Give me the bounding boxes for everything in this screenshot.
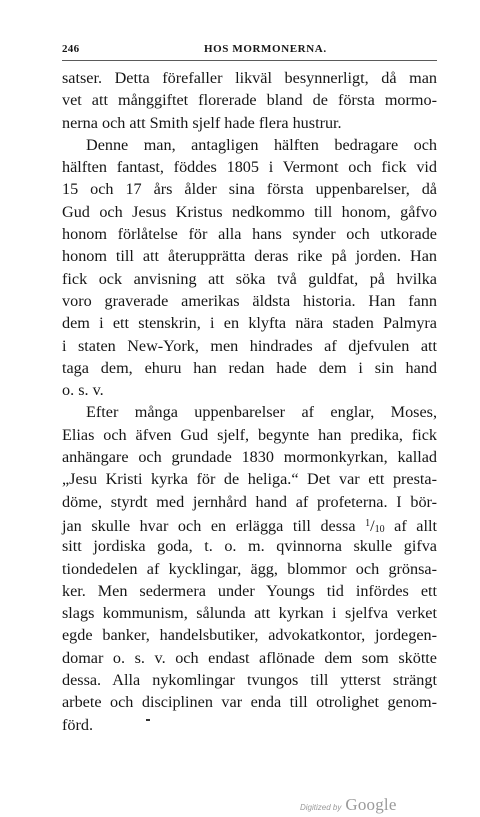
fraction: [365, 517, 385, 535]
stray-print-mark: [146, 719, 150, 721]
text-line: vet att månggiftet florerade bland de första mormo-: [62, 91, 437, 110]
text-line: Elias och äfven Gud sjelf, begynte han predika, fick: [62, 425, 437, 444]
text-line: dessa. Alla nykomlingar tvungos till ytterst strängt: [62, 671, 437, 690]
text-line-with-fraction: [62, 513, 437, 535]
text-line: i staten New-York, men hindrades af djefvulen att: [62, 336, 437, 355]
text-line: egde banker, handelsbutiker, advokatkontor, jordegen-: [62, 626, 437, 645]
text-line: o. s. v.: [62, 381, 104, 400]
text-line: Efter många uppenbarelser af englar, Moses,: [86, 403, 437, 422]
text-line: ker. Men sedermera under Youngs tid infördes ett: [62, 581, 437, 600]
text-line: sitt jordiska goda, t. o. m. qvinnorna skulle gifva: [62, 537, 437, 556]
text-line: honom till att återupprätta deras rike på jorden. Han: [62, 247, 437, 266]
text-line: tiondedelen af kycklingar, ägg, blommor och grönsa-: [62, 559, 437, 578]
page-header: [62, 43, 437, 59]
text-line: anhängare och grundade 1830 mormonkyrkan, kallad: [62, 448, 437, 467]
text-line: domar o. s. v. och endast aflönade dem som skötte: [62, 648, 437, 667]
body-text: [62, 67, 437, 736]
text-line: slags kommunism, sålunda att kyrkan i sjelfva verket: [62, 604, 437, 623]
text-segment: af allt: [384, 516, 437, 535]
text-line: arbete och disciplinen var enda till otrolighet genom-: [62, 693, 437, 712]
text-segment: jan skulle hvar och en erlägga till dessa: [62, 516, 366, 535]
text-line: „Jesu Kristi kyrka för de heliga.“ Det var ett presta-: [62, 470, 437, 489]
watermark-google-logo: Google: [345, 795, 397, 814]
page-number: 246: [62, 43, 80, 55]
digitized-watermark: [300, 795, 397, 815]
fraction-slash: /: [370, 516, 375, 535]
text-line: Gud och Jesus Kristus nedkommo till honom, gåfvo: [62, 202, 437, 221]
header-rule: [62, 60, 437, 61]
text-line: hälften fantast, föddes 1805 i Vermont och fick vid: [62, 158, 437, 177]
text-line: fick ock anvisning att söka två guldfat, på hvilka: [62, 269, 437, 288]
text-line: nerna och att Smith sjelf hade flera hustrur.: [62, 113, 342, 132]
fraction-numerator: 1: [365, 517, 371, 529]
text-line: förd.: [62, 715, 94, 734]
text-line: döme, styrdt med jernhård hand af profeterna. I bör-: [62, 492, 437, 511]
text-line: voro graverade amerikas äldsta historia. Han fann: [62, 291, 437, 310]
running-head: HOS MORMONERNA.: [204, 43, 327, 55]
watermark-digitized-by: Digitized by: [300, 803, 342, 812]
text-line: satser. Detta förefaller likväl besynnerligt, då man: [62, 69, 437, 87]
text-line: taga dem, ehuru han redan hade dem i sin hand: [62, 358, 437, 377]
text-line: honom förlåtelse för alla hans synder och utkorade: [62, 225, 437, 244]
text-line: 15 och 17 års ålder sina första uppenbarelser, då: [62, 180, 437, 199]
fraction-denominator: 10: [374, 523, 385, 535]
text-line: Denne man, antagligen hälften bedragare och: [86, 135, 437, 154]
text-line: dem i ett stenskrin, i en klyfta nära staden Palmyra: [62, 314, 437, 333]
